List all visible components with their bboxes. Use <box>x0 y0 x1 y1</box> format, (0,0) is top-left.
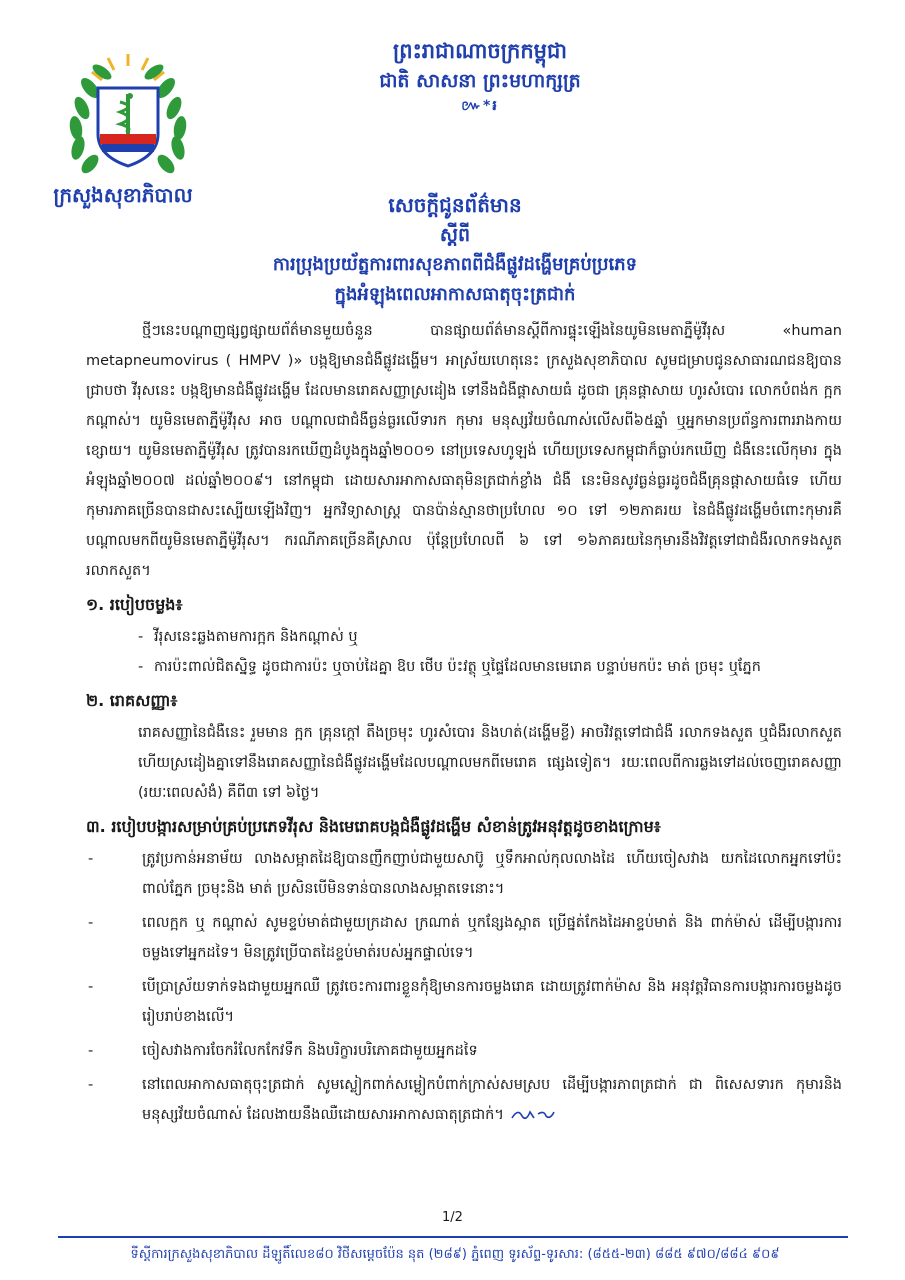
title-line-3: ការប្រុងប្រយ័ត្នការពារសុខភាពពីជំងឺផ្លូវដង្ហើមគ្រប់ប្រភេទ <box>272 254 638 275</box>
list-item: - វីរុសនេះឆ្លងតាមការក្អក និងកណ្តាស់ ឬ <box>138 622 842 652</box>
document-title <box>120 190 790 310</box>
list-item-text: នៅពេលអាកាសធាតុចុះត្រជាក់ សូមស្លៀកពាក់សម្លៀកបំពាក់ក្រាស់សមស្រប ដើម្បីបង្ការភាពត្រជាក់ ជា ពិសេសទារក កុមារនិង មនុស្សវ័យចំណាស់ ដែលងាយនឹងឈឺដោយសារអាកាសធាតុត្រជាក់។ <box>142 1077 842 1123</box>
list-item: - បើប្រាស្រ័យទាក់ទងជាមួយអ្នកឈឺ ត្រូវចេះការពារខ្លួនកុំឱ្យមានការចម្លងរោគ ដោយត្រូវពាក់ម៉ាស និង អនុវត្តវិធានការបង្ការការចម្លងដូចរៀបរាប់ខាងលើ។ <box>86 972 842 1032</box>
kingdom-name: ព្រះរាជាណាចក្រកម្ពុជា <box>392 39 567 63</box>
ministry-emblem-icon <box>62 48 194 180</box>
title-line-4: ក្នុងអំឡុងពេលអាកាសធាតុចុះត្រជាក់ <box>334 284 576 305</box>
section-2-heading: ២. រោគសញ្ញា៖ <box>86 691 178 710</box>
list-item: - ចៀសវាងការចែករំលែកកែវទឹក និងបរិក្ខារបរិភោគជាមួយអ្នកដទៃ <box>86 1036 842 1066</box>
section-2-text: រោគសញ្ញានៃជំងឺនេះ រួមមាន ក្អក គ្រុនក្តៅ តឹងច្រមុះ ហូរសំបោរ និងហត់(ដង្ហើមខ្លី) អាចវិវត្តទៅជាជំងឺ រលាកទងសួត ឬជំងឺរលាកសួត ហើយស្រដៀងគ្នាទៅនឹងរោគសញ្ញានៃជំងឺផ្លូវដង្ហើមដែលបណ្តាលមកពីមេរោគ ផ្សេងទៀត។ រយៈពេលពីការឆ្លងទៅដល់ចេញរោគសញ្ញា (រយៈពេលសំងំ) គឺពី៣ ទៅ ៦ថ្ងៃ។ <box>138 725 842 801</box>
intro-paragraph: ថ្មីៗនេះបណ្តាញផ្សព្វផ្សាយព័ត៌មានមួយចំនួន បានផ្សាយព័ត៌មានស្តីពីការផ្ទុះឡើងនៃយូមិនមេតាភ្នឺម៉ូវីរុស «human metapneumovirus ( HMPV )» បង្កឱ្យមានជំងឺផ្លូវដង្ហើម។ អាស្រ័យហេតុនេះ ក្រសួងសុខាភិបាល សូមជម្រាបជូនសាធារណជនឱ្យបានជ្រាបថា វីរុសនេះ បង្កឱ្យមានជំងឺផ្លូវដង្ហើម ដែលមានរោគសញ្ញាស្រដៀង ទៅនឹងជំងឺផ្តាសាយធំ ដូចជា គ្រុនផ្តាសាយ ហូរសំបោរ លោកបំពង់ក ក្អក កណ្តាស់។ យូមិនមេតាភ្នឺម៉ូវីរុស អាច បណ្តាលជាជំងឺធ្ងន់ធ្ងរលើទារក កុមារ មនុស្សវ័យចំណាស់លើសពី៦៥ឆ្នាំ ឬអ្នកមានប្រព័ន្ធការពាររាងកាយខ្សោយ។ យូមិនមេតាភ្នឺម៉ូវីរុស ត្រូវបានរកឃើញដំបូងក្នុងឆ្នាំ២០០១ នៅប្រទេសហូឡង់ ហើយប្រទេសកម្ពុជាក៏ធ្លាប់រកឃើញ ជំងឺនេះលើកុមារ ក្នុងអំឡុងឆ្នាំ២០០៧ ដល់ឆ្នាំ២០០៩។ នៅកម្ពុជា ដោយសារអាកាសធាតុមិនត្រជាក់ខ្លាំង ជំងឺ នេះមិនសូវធ្ងន់ធ្ងរដូចជំងឺគ្រុនផ្តាសាយធំទេ ហើយកុមារភាគច្រើនបានជាសះស្បើយឡើងវិញ។ អ្នកវិទ្យាសាស្ត្រ បានប៉ាន់ស្មានថាប្រហែល ១០ ទៅ ១២ភាគរយ នៃជំងឺផ្លូវដង្ហើមចំពោះកុមារគឺបណ្តាលមកពីយូមិនមេតាភ្នឺម៉ូវីរុស។ ករណីភាគច្រើនគឺស្រាល ប៉ុន្តែប្រហែលពី ៦ ទៅ ១៦ភាគរយនៃកុមារនឹងវិវត្តទៅជាជំងឺរលាកទងសួត រលាកសួត។ <box>86 323 842 579</box>
initials-signature-icon <box>510 1108 556 1122</box>
section-1-heading: ១. របៀបចម្លង៖ <box>86 595 183 614</box>
national-motto: ជាតិ សាសនា ព្រះមហាក្សត្រ <box>379 70 581 92</box>
ministry-name: ក្រសួងសុខាភិបាល <box>53 183 193 207</box>
section-3-list <box>86 844 842 1130</box>
ministry-logo <box>62 48 194 180</box>
title-line-2: ស្តីពី <box>439 224 471 246</box>
list-item <box>86 1070 842 1130</box>
footer-address: ទីស្តីការក្រសួងសុខាភិបាល ដីឡូតិ៍លេខ៨០ វិថីសម្តេចប៉ែន នុត (២៨៩) ភ្នំពេញ ទូរស័ព្ទ-ទូរសារ: (៨៥៥-២៣) ៨៨៥ ៩៧០/៨៨៤ ៩០៩ <box>130 1247 780 1262</box>
page-number: 1/2 <box>442 1210 463 1225</box>
list-item: - ត្រូវប្រកាន់អនាម័យ លាងសម្អាតដៃឱ្យបានញឹកញាប់ជាមួយសាប៊ូ ឬទឹកអាល់កុលលាងដៃ ហើយចៀសវាង យកដៃលោកអ្នកទៅប៉ះពាល់ភ្នែក ច្រមុះនិង មាត់ ប្រសិនបើមិនទាន់បានលាងសម្អាតទេនោះ។ <box>86 844 842 904</box>
kingdom-header <box>300 36 660 116</box>
list-item: - ការប៉ះពាល់ជិតស្និទ្ធ ដូចជាការប៉ះ ឬចាប់ដៃគ្នា ឱប ថើប ប៉ះវត្ថុ ឬផ្ទៃដែលមានមេរោគ បន្ទាប់មកប៉ះ មាត់ ច្រមុះ ឬភ្នែក <box>138 652 842 682</box>
title-line-1: សេចក្តីជូនព័ត៌មាន <box>388 193 522 217</box>
footer-divider <box>58 1236 848 1238</box>
section-1-list <box>86 622 842 682</box>
list-item: - ពេលក្អក ឬ កណ្តាស់ សូមខ្ទប់មាត់ជាមួយក្រដាស ក្រណាត់ ឬកន្សែងស្អាត ប្រើផ្នត់កែងដៃអាខ្ទប់មាត់ និង ពាក់ម៉ាស់ ដើម្បីបង្ការការចម្លងទៅអ្នកដទៃ។ មិនត្រូវប្រើបាតដៃខ្ទប់មាត់របស់អ្នកផ្ទាល់ទេ។ <box>86 908 842 968</box>
header-ornament: ៚*៛ <box>461 98 499 114</box>
document-body <box>86 316 842 1134</box>
section-3-heading: ៣. របៀបបង្ការសម្រាប់គ្រប់ប្រភេទវីរុស និងមេរោគបង្កជំងឺផ្លូវដង្ហើម សំខាន់ត្រូវអនុវត្តដូចខាងក្រោម៖ <box>86 817 661 836</box>
